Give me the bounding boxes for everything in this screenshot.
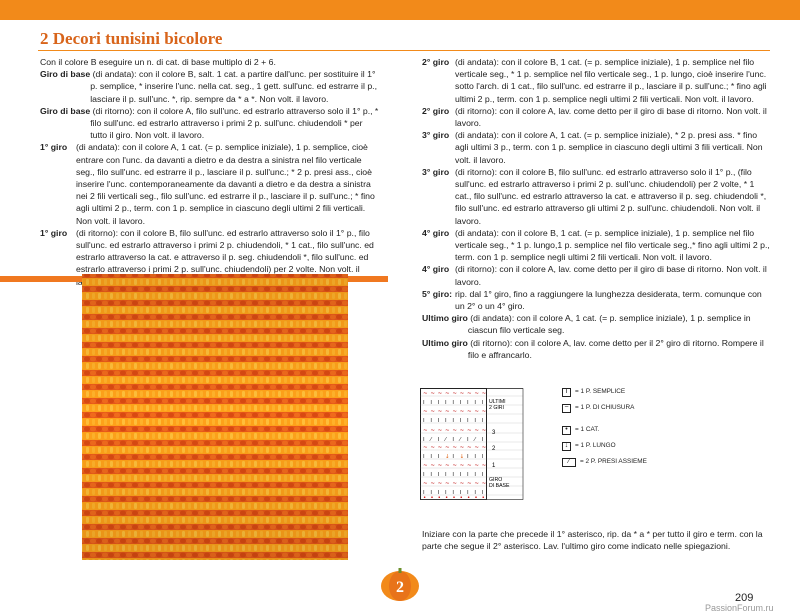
long-stitch-icon: ↓: [562, 442, 571, 451]
chart-symbol: ~: [437, 481, 443, 487]
chart-symbol: ~: [445, 409, 450, 415]
row-label: Giro di base: [40, 105, 91, 116]
chart-symbol: I: [437, 454, 440, 460]
watermark: PassionForum.ru: [705, 603, 774, 613]
instruction-row: [422, 337, 770, 361]
chart-symbol: I: [430, 418, 432, 424]
chart-symbol: I: [430, 454, 432, 460]
chart-symbol: I: [452, 418, 454, 424]
swatch-svg: [0, 272, 388, 564]
chart-symbol: ~: [430, 463, 435, 469]
legend-label: = 1 P. DI CHIUSURA: [575, 404, 635, 411]
page-title: 2 Decori tunisini bicolore: [40, 29, 223, 48]
instruction-row: [422, 227, 770, 264]
chart-symbol: I: [452, 400, 454, 406]
instruction-row: [422, 129, 770, 166]
row-text: (di andata): con il colore B, 1 cat. (= p. semplice iniziale), 1 p. semplice nel filo verticale seg., * 1 p. semplice nel filo verticale seg., 1 p. lungo, cioè inserire l'unc. sotto l'arch. di 1 cat., filo sull'unc. ed estrarre il p., lasciare il p. sull'unc.; * fino agli ultimi 2 p., term. con 1 p. semplice negli ultimi 2 fili verticali. Non volt. il lavoro.: [455, 57, 767, 104]
chart-symbol: ⁄: [430, 437, 432, 443]
chart-symbol: I: [467, 400, 469, 406]
chart-symbol: I: [481, 454, 484, 460]
chart-symbol: I: [452, 490, 454, 496]
row-text: (di andata): con il colore A, 1 cat. (= p. semplice iniziale), 1 p. semplice, cioè entrare con l'unc. da davanti a dietro e da destra a sinistra nel filo verticale seg., filo sull'unc. ed estrarre il p., lasciare il p. sull'unc.; * 2 p. presi ass., cioè inserire l'unc. contemporaneamente da davanti a dietro e da destra a sinistra nei 2 fili verticali seg., filo sull'unc. ed estrarre il p., lasciare il p. sull'unc.; * fino agli ultimi 2 p., term. con 1 p. semplice in ciascuno degli ultimi 2 fili verticali. Non volt. il lavoro.: [76, 142, 375, 226]
row-text-body: (di andata): con il colore B, salt. 1 cat. a partire dall'unc. per sostituire il 1° p. semplice, * inserire l'unc. nella cat. seg., 1 gett. sull'unc. ed estrarre il p., lasciare il p. sull'unc. *, rip. sempre da * a *. Non volt. il lavoro.: [90, 69, 377, 104]
chart-symbol: ~: [474, 463, 479, 469]
chart-symbol: ~: [467, 481, 472, 487]
row-label: Giro di base: [40, 69, 91, 80]
title-rule: [38, 50, 770, 51]
chart-symbol: ↓: [445, 454, 450, 460]
chart-symbol: ~: [437, 428, 443, 434]
chart-symbol: I: [445, 418, 447, 424]
instruction-row: [422, 56, 770, 105]
chart-symbol: ~: [459, 463, 465, 469]
chart-symbol: ~: [459, 428, 465, 434]
chart-symbol: I: [437, 437, 440, 443]
chart-symbol: ~: [445, 445, 450, 451]
row-text: (di ritorno): con il colore B, filo sull'unc. ed estrarlo attraverso solo il 1° p., filo sull'unc. ed estrarlo attraverso i primi 2 p. chiudendoli, * 1 cat., filo sull'unc. ed estrarlo attraverso la cat. e attraverso il p. seg. chiudendoli *, filo sull'unc. ed estrarlo attraverso i primi 2 p. sull'unc. chiudendoli) per 2 volte. Non volt. il: [76, 227, 374, 275]
legend-item: [562, 439, 647, 453]
chart-symbol: ~: [430, 409, 435, 415]
two-together-icon: ⁄: [562, 458, 576, 467]
chart-symbol: ~: [437, 445, 443, 451]
closing-stitch-icon: ~: [562, 404, 571, 413]
legend-item: [562, 401, 647, 415]
chart-symbol: ~: [474, 445, 479, 451]
chart-symbol: •: [481, 495, 485, 500]
chart-symbol: ~: [423, 463, 428, 469]
chart-symbol: I: [459, 418, 462, 424]
chart-symbol: ~: [452, 428, 457, 434]
legend-item: [562, 423, 647, 437]
chart-symbol: I: [459, 472, 462, 478]
instruction-row: [422, 263, 770, 287]
chart-legend: [562, 385, 647, 471]
instruction-row: [422, 288, 770, 312]
chart-symbol: ~: [474, 409, 479, 415]
chart-symbol: I: [423, 400, 425, 406]
page-number: 209: [735, 592, 754, 604]
legend-label: = 1 P. LUNGO: [575, 442, 616, 449]
row-label: 5° giro:: [422, 288, 453, 299]
chart-symbol: ~: [437, 409, 443, 415]
row-text-body: (di ritorno): con il colore A, lav. come detto per il 2° giro di ritorno. Rompere il filo e affrancarlo.: [467, 337, 764, 360]
chart-symbol: •: [474, 495, 478, 500]
row-label: 4° giro: [422, 264, 450, 275]
row-text: [468, 312, 770, 336]
row-text: (di ritorno): con il colore B, filo sull'unc. ed estrarlo attraverso solo il 1° p., (filo sull'unc. ed estrarlo attraverso i primi 2 p. sull'unc. chiudendoli) per 2 volte, * 1 cat., filo sull'unc. ed estrarlo attraverso la cat. e attraverso il p. seg. chiudendoli *, filo sull'unc. ed estrarlo attraverso gli ultimi 2 p. sull'unc. chiudendoli. Non volt. il lavoro.: [455, 166, 767, 226]
knitted-swatch-photo: [0, 272, 388, 564]
chart-symbol: I: [430, 490, 432, 496]
chart-symbol: I: [423, 454, 425, 460]
pumpkin-stem: [399, 568, 402, 573]
chart-symbol: I: [467, 418, 469, 424]
row-label: Ultimo giro: [422, 337, 468, 348]
row-text: (di andata): con il colore B, 1 cat. (= p. semplice iniziale), 1 p. semplice nel filo verticale seg., * 1 p. lungo,1 p. semplice nel filo verticale seg.,* fino agli ultimi 2 p., term. con 1 p. semplice negli ultimi 2 fili verticali. Non volt. il lavoro.: [455, 227, 770, 263]
chart-symbol: ~: [467, 391, 472, 397]
instruction-row: [422, 312, 770, 336]
row-label: 3° giro: [422, 130, 450, 141]
chart-symbol: I: [452, 437, 454, 443]
chart-symbol: ~: [459, 481, 465, 487]
chart-symbol: I: [423, 472, 425, 478]
chain-icon: •: [562, 426, 571, 435]
chart-symbol: I: [474, 490, 476, 496]
chart-symbol: I: [467, 472, 469, 478]
chart-symbol: ~: [481, 391, 487, 397]
row-label-3: 3: [492, 430, 496, 436]
chart-symbol: I: [423, 437, 425, 443]
chart-symbol: ~: [459, 409, 465, 415]
chart-symbol: •: [445, 495, 449, 500]
chart-symbol: ~: [481, 428, 487, 434]
chart-symbol: ~: [423, 428, 428, 434]
chart-symbol: •: [459, 495, 463, 500]
chart-symbol: ⁄: [474, 437, 476, 443]
single-stitch-icon: I: [562, 388, 571, 397]
chart-symbol: I: [430, 400, 432, 406]
row-text: [90, 68, 380, 105]
chapter-number: 2: [396, 579, 404, 596]
chart-symbol: I: [459, 400, 462, 406]
footnote: Iniziare con la parte che precede il 1° asterisco, rip. da * a * per tutto il giro e term. con la parte che segue il 2° asterisco. Lav. l'ultimo giro come indicato nelle spiegazioni.: [422, 528, 763, 551]
row-text: (di andata): con il colore A, 1 cat. (= p. semplice iniziale), * 2 p. presi ass. * fino agli ultimi 3 p., term. con 1 p. semplice in ciascuno degli ultimi 3 fili verticali. Non volt. il lavoro.: [455, 130, 763, 165]
chart-symbol: I: [445, 400, 447, 406]
instruction-row: [40, 68, 380, 105]
row-label: 2° giro: [422, 105, 450, 116]
chart-symbol: I: [481, 400, 484, 406]
chart-symbol: •: [423, 495, 427, 500]
left-column: [40, 56, 380, 288]
chart-symbol: ~: [423, 481, 428, 487]
chart-symbol: ~: [452, 409, 457, 415]
chart-symbol: ~: [474, 391, 479, 397]
chart-symbol: ~: [430, 428, 435, 434]
row-label: 3° giro: [422, 166, 450, 177]
row-label-last: ULTIMI 2 GIRI: [489, 399, 506, 411]
chart-symbol: ~: [437, 463, 443, 469]
row-label: 1° giro: [40, 142, 68, 153]
chart-symbol: I: [481, 490, 484, 496]
chart-symbol: ~: [445, 428, 450, 434]
row-label: 2° giro: [422, 57, 450, 67]
legend-item: [562, 385, 647, 399]
legend-label: = 1 P. SEMPLICE: [575, 388, 626, 395]
row-text: [468, 337, 770, 361]
instruction-row: [422, 166, 770, 227]
chart-symbol: I: [481, 437, 484, 443]
chart-symbol: ↓: [459, 454, 465, 460]
intro-text: Con il colore B eseguire un n. di cat. di base multiplo di 2 + 6.: [40, 57, 276, 67]
row-label-base: GIRO DI BASE: [489, 477, 510, 489]
chart-symbol: I: [430, 472, 432, 478]
right-column: [422, 56, 770, 361]
row-text: (di ritorno): con il colore A, lav. come detto per il giro di base di ritorno. Non volt. il lavoro.: [455, 264, 767, 287]
chart-symbol: I: [437, 490, 440, 496]
chart-symbol: I: [445, 472, 447, 478]
chart-symbol: I: [423, 490, 425, 496]
row-label-1: 1: [492, 463, 496, 469]
chart-symbol: ~: [474, 481, 479, 487]
chart-symbol: ~: [423, 391, 428, 397]
chart-symbol: ~: [423, 409, 428, 415]
chart-symbol: ~: [452, 463, 457, 469]
chart-symbol: •: [437, 495, 441, 500]
chart-symbol: ~: [430, 445, 435, 451]
chart-symbol: I: [437, 472, 440, 478]
chart-symbol: •: [452, 495, 456, 500]
chart-symbol: ~: [481, 481, 487, 487]
chart-symbol: I: [445, 490, 447, 496]
row-text-body: (di andata): con il colore A, 1 cat. (= p. semplice iniziale), 1 p. semplice in ciascun filo verticale seg.: [467, 313, 751, 336]
chart-symbol: ~: [474, 428, 479, 434]
legend-label: = 2 P. PRESI ASSIEME: [580, 458, 647, 465]
chart-symbol: ~: [452, 391, 457, 397]
chart-symbol: ⁄: [445, 437, 446, 443]
chart-symbol: I: [474, 472, 476, 478]
row-text: [90, 105, 380, 142]
stitch-chart: [420, 388, 524, 500]
chart-symbol: I: [437, 418, 440, 424]
chart-symbol: ~: [481, 409, 487, 415]
chart-symbol: ~: [452, 481, 457, 487]
row-text: (di ritorno): con il colore A, lav. come detto per il giro di base di ritorno. Non volt. il lavoro.: [455, 105, 767, 129]
chart-symbol: I: [474, 418, 476, 424]
chart-symbol: ~: [459, 391, 465, 397]
chart-symbol: ⁄: [459, 437, 461, 443]
chart-symbol: I: [437, 400, 440, 406]
chart-symbol: ~: [430, 481, 435, 487]
swatch-shading: [82, 274, 348, 560]
chart-symbol: I: [467, 437, 469, 443]
chart-symbol: ~: [467, 463, 472, 469]
row-text-body: (di ritorno): con il colore A, filo sull'unc. ed estrarlo attraverso solo il 1° p., * filo sull'unc. ed estrarlo attraverso i primi 2 p. sull'unc. chiudendoli * per tutto il giro. Non volt. il lavoro.: [90, 105, 379, 141]
chart-symbol: I: [452, 454, 454, 460]
row-label: 1° giro: [40, 227, 68, 238]
chart-symbol: •: [430, 495, 434, 500]
chart-symbol: ~: [467, 409, 472, 415]
row-label-2: 2: [492, 446, 496, 452]
chart-symbol: I: [474, 400, 476, 406]
instruction-row: [40, 105, 380, 142]
chart-symbol: I: [452, 472, 454, 478]
row-label: 4° giro: [422, 227, 450, 238]
row-label: Ultimo giro: [422, 313, 468, 324]
top-color-bar: [0, 0, 800, 20]
chart-symbol: I: [459, 490, 462, 496]
chart-symbol: ~: [423, 445, 428, 451]
chart-symbol: ~: [467, 445, 472, 451]
chart-symbol: I: [467, 490, 469, 496]
chart-symbol: ~: [445, 391, 450, 397]
chart-symbol: I: [467, 454, 469, 460]
chart-symbol: I: [474, 454, 476, 460]
chart-symbol: ~: [430, 391, 435, 397]
chart-symbol: ~: [459, 445, 465, 451]
chart-symbol: ~: [452, 445, 457, 451]
chart-symbol: ~: [437, 391, 443, 397]
chart-symbol: ~: [445, 481, 450, 487]
legend-item: [562, 455, 647, 469]
chart-symbol: I: [481, 418, 484, 424]
instruction-row: [422, 105, 770, 129]
chart-symbol: ~: [481, 445, 487, 451]
instruction-row: [40, 141, 380, 226]
chart-symbol: I: [423, 418, 425, 424]
chart-symbol: ~: [467, 428, 472, 434]
chapter-badge: [380, 566, 420, 602]
chart-symbol: •: [467, 495, 471, 500]
chart-symbol: ~: [445, 463, 450, 469]
row-text: rip. dal 1° giro, fino a raggiungere la lunghezza desiderata, term. comunque con un 2° o un 4° giro.: [455, 288, 762, 312]
chart-symbol: I: [481, 472, 484, 478]
chart-symbol: ~: [481, 463, 487, 469]
legend-label: = 1 CAT.: [575, 426, 600, 433]
